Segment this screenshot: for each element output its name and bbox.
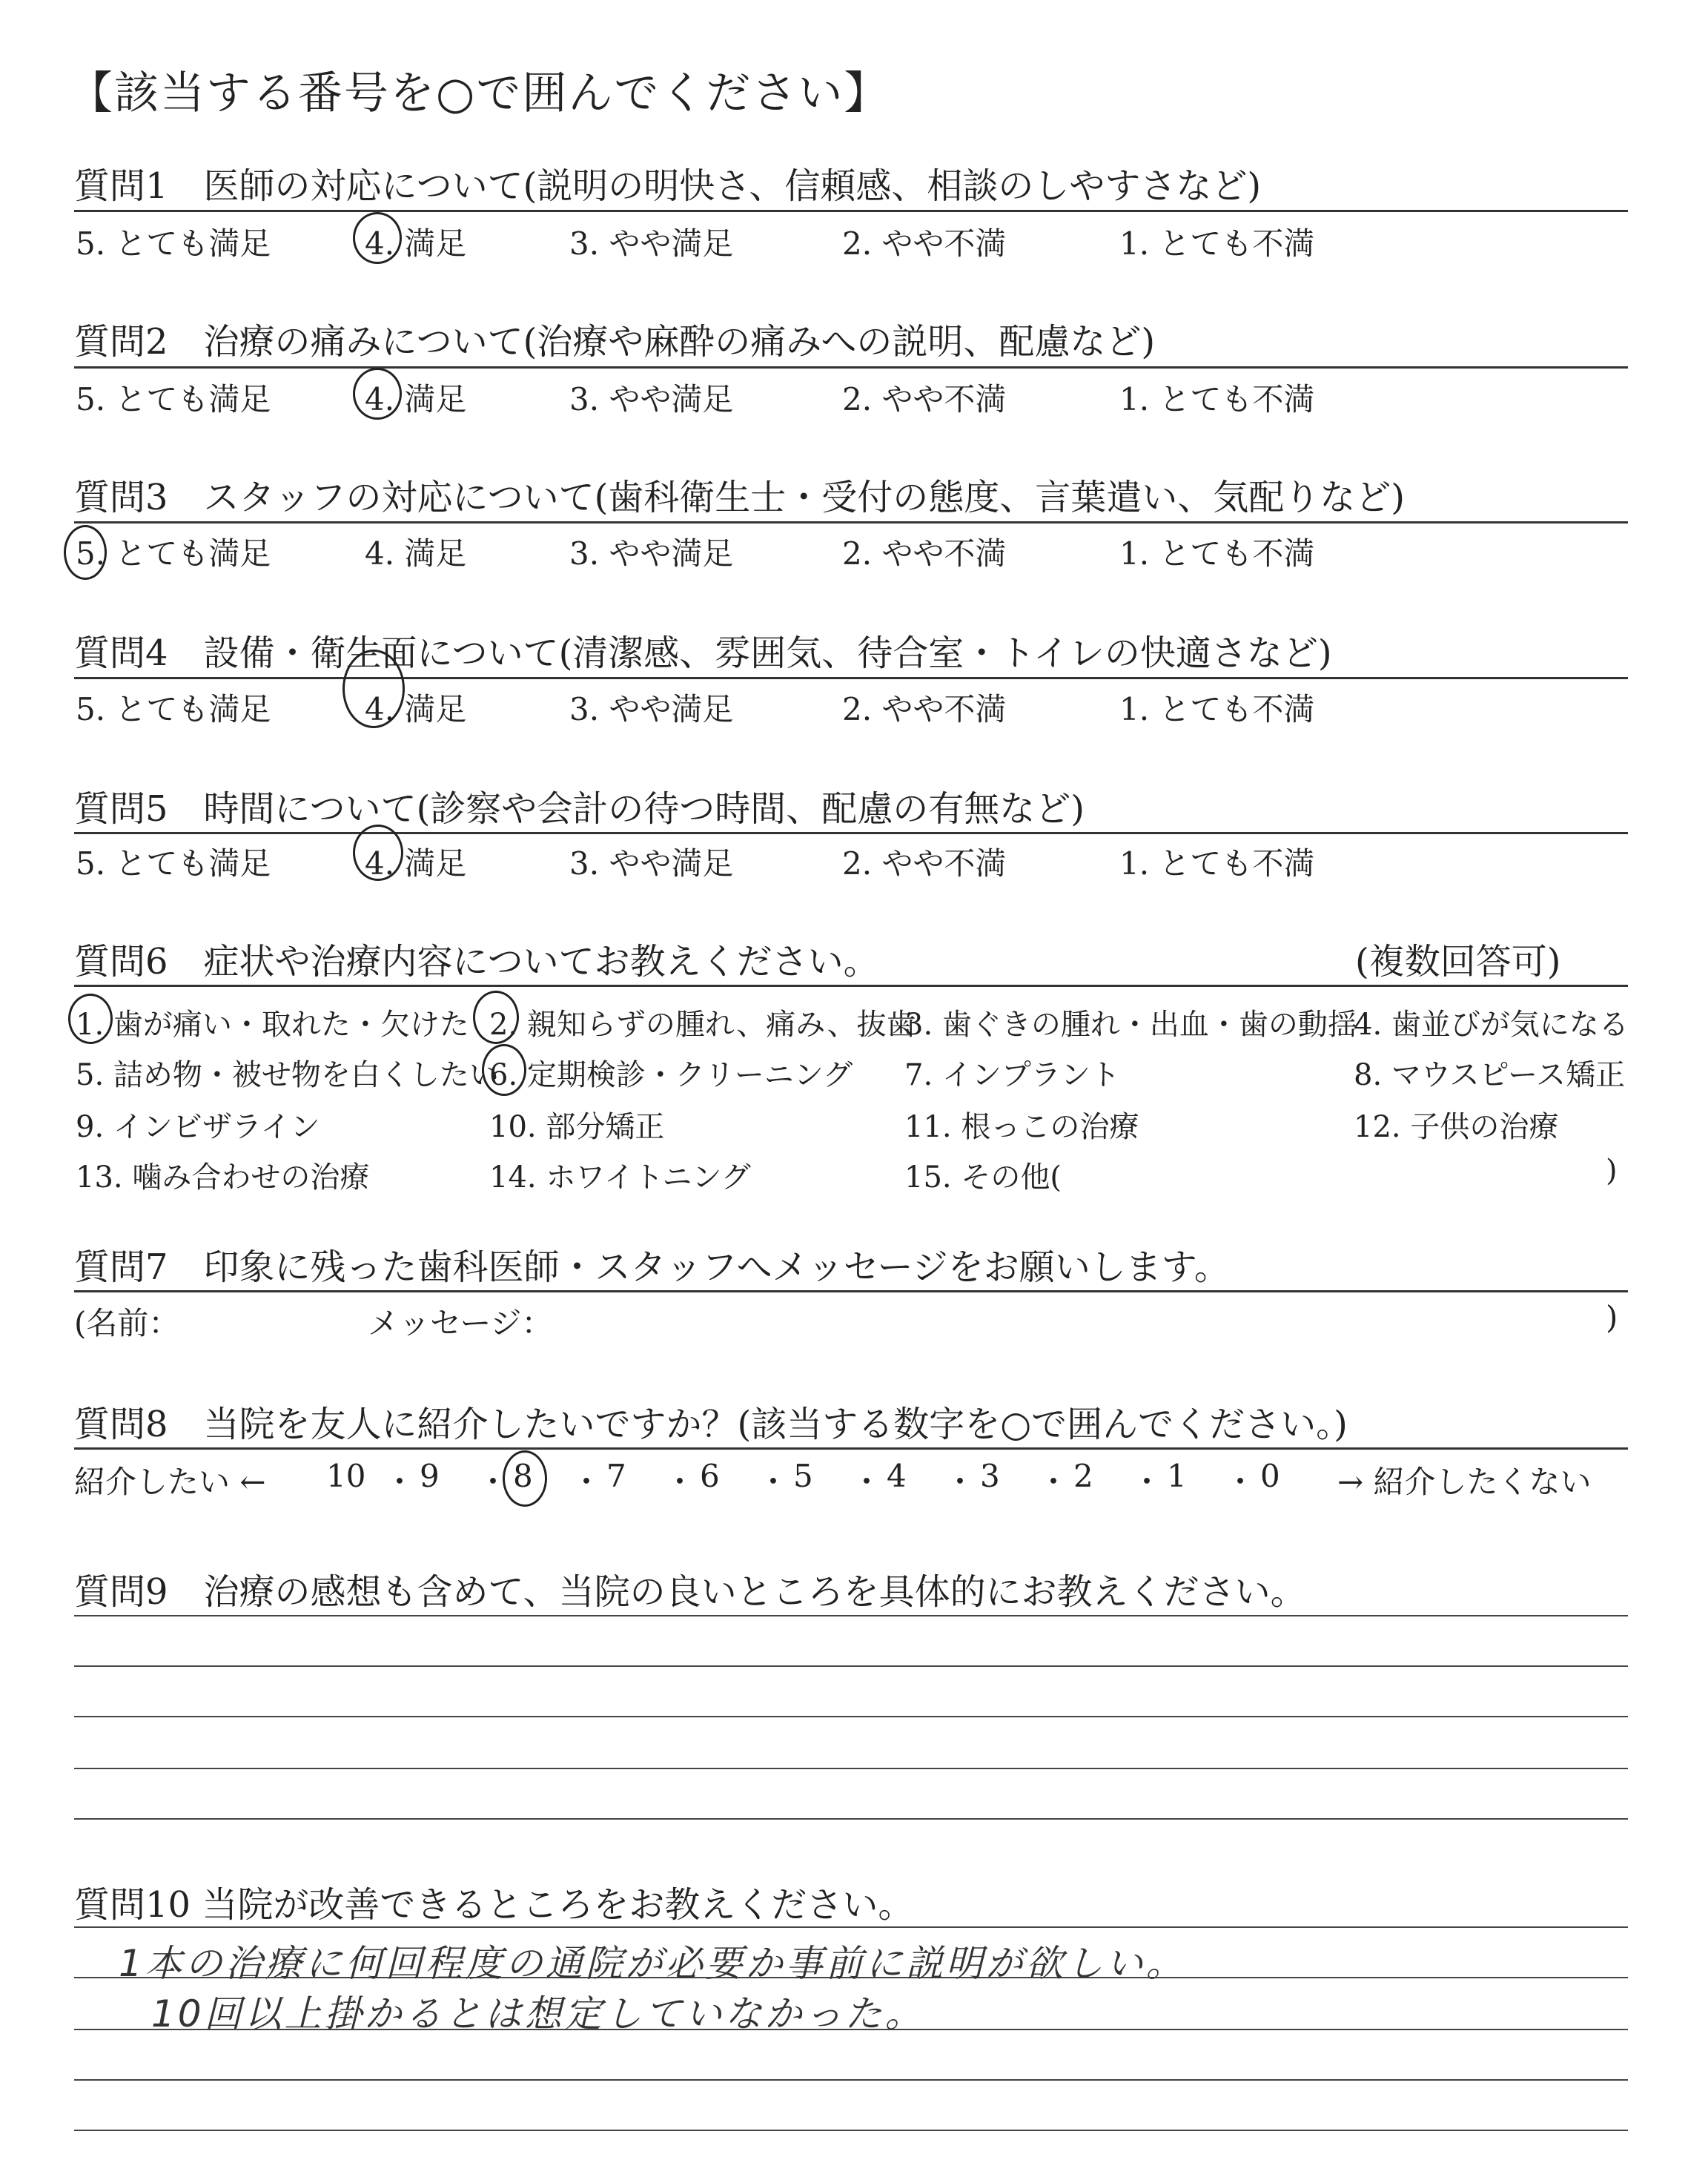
q6-option-14[interactable]: 14. ホワイトニング bbox=[489, 1160, 751, 1195]
question-3: 質問3 スタッフの対応について(歯科衛生士・受付の態度、言葉遣い、気配りなど) bbox=[74, 477, 1406, 518]
page-title: 【該当する番号を○で囲んでください】 bbox=[68, 67, 890, 119]
divider bbox=[74, 832, 1628, 834]
q3-option-2[interactable]: 2. やや不満 bbox=[842, 535, 1007, 572]
divider bbox=[74, 1447, 1628, 1450]
question-8: 質問8 当院を友人に紹介したいですか？(該当する数字を○で囲んでください。) bbox=[74, 1404, 1348, 1445]
q6-option-9[interactable]: 9. インビザライン bbox=[76, 1110, 320, 1144]
question-9: 質問9 治療の感想も含めて、当院の良いところを具体的にお教えください。 bbox=[74, 1571, 1306, 1613]
divider bbox=[74, 366, 1628, 369]
handwritten-answer-line-2: 10回以上掛かるとは想定していなかった。 bbox=[151, 1992, 925, 2035]
q6-option-6[interactable]: 6. 定期検診・クリーニング bbox=[489, 1058, 853, 1092]
q6-option-7[interactable]: 7. インプラント bbox=[904, 1058, 1120, 1092]
answer-line bbox=[74, 1716, 1628, 1717]
q1-option-5[interactable]: 5. とても満足 bbox=[76, 225, 271, 262]
q6-selection-circle-2 bbox=[473, 991, 519, 1044]
q6-note: (複数回答可) bbox=[1355, 941, 1561, 982]
divider bbox=[74, 1290, 1628, 1292]
q8-scale-8[interactable]: 8 bbox=[513, 1458, 533, 1494]
q8-scale-separator: ・ bbox=[477, 1464, 509, 1500]
q3-option-4[interactable]: 4. 満足 bbox=[365, 535, 467, 572]
q5-option-5[interactable]: 5. とても満足 bbox=[76, 845, 271, 882]
q8-scale-separator: ・ bbox=[851, 1464, 883, 1500]
q2-option-5[interactable]: 5. とても満足 bbox=[76, 381, 271, 417]
q4-option-5[interactable]: 5. とても満足 bbox=[76, 691, 271, 727]
q2-option-2[interactable]: 2. やや不満 bbox=[842, 381, 1007, 417]
q8-scale-separator: ・ bbox=[664, 1464, 696, 1500]
answer-line bbox=[74, 1615, 1628, 1616]
q6-option-5[interactable]: 5. 詰め物・被せ物を白くしたい bbox=[76, 1058, 499, 1092]
question-2: 質問2 治療の痛みについて(治療や麻酔の痛みへの説明、配慮など) bbox=[74, 321, 1156, 363]
q8-scale-separator: ・ bbox=[1225, 1464, 1257, 1500]
q8-right-label: → 紹介したくない bbox=[1337, 1464, 1592, 1500]
q1-option-2[interactable]: 2. やや不満 bbox=[842, 225, 1007, 262]
q4-option-4[interactable]: 4. 満足 bbox=[365, 691, 467, 727]
q3-option-3[interactable]: 3. やや満足 bbox=[569, 535, 734, 572]
q6-option-15-close: ) bbox=[1606, 1154, 1618, 1188]
q4-option-2[interactable]: 2. やや不満 bbox=[842, 691, 1007, 727]
q3-option-1[interactable]: 1. とても不満 bbox=[1119, 535, 1315, 572]
answer-line bbox=[74, 1768, 1628, 1769]
question-5: 質問5 時間について(診察や会計の待つ時間、配慮の有無など) bbox=[74, 788, 1085, 830]
q5-option-3[interactable]: 3. やや満足 bbox=[569, 845, 734, 882]
q6-selection-circle-6 bbox=[482, 1044, 526, 1096]
q3-option-5[interactable]: 5. とても満足 bbox=[76, 535, 271, 572]
q8-scale-separator: ・ bbox=[1038, 1464, 1070, 1500]
q4-option-1[interactable]: 1. とても不満 bbox=[1119, 691, 1315, 727]
divider bbox=[74, 210, 1628, 212]
divider bbox=[74, 985, 1628, 987]
q1-option-3[interactable]: 3. やや満足 bbox=[569, 225, 734, 262]
q6-option-11[interactable]: 11. 根っこの治療 bbox=[904, 1110, 1139, 1144]
q6-option-10[interactable]: 10. 部分矯正 bbox=[489, 1110, 665, 1144]
q6-option-13[interactable]: 13. 噛み合わせの治療 bbox=[76, 1160, 370, 1195]
q4-selection-circle bbox=[342, 650, 405, 728]
question-4: 質問4 設備・衛生面について(清潔感、雰囲気、待合室・トイレの快適さなど) bbox=[74, 633, 1332, 674]
answer-line bbox=[74, 2079, 1628, 2081]
q6-option-4[interactable]: 4. 歯並びが気になる bbox=[1354, 1008, 1629, 1042]
q4-option-3[interactable]: 3. やや満足 bbox=[569, 691, 734, 727]
q8-scale-separator: ・ bbox=[758, 1464, 790, 1500]
q8-selection-circle bbox=[503, 1450, 547, 1507]
q6-selection-circle-1 bbox=[68, 994, 113, 1044]
q2-option-1[interactable]: 1. とても不満 bbox=[1119, 381, 1315, 417]
q5-option-1[interactable]: 1. とても不満 bbox=[1119, 845, 1315, 882]
q8-scale-separator: ・ bbox=[1131, 1464, 1163, 1500]
q8-scale-separator: ・ bbox=[384, 1464, 416, 1500]
q8-scale-10[interactable]: 10 bbox=[326, 1458, 366, 1494]
divider bbox=[74, 521, 1628, 524]
q5-option-4[interactable]: 4. 満足 bbox=[365, 845, 467, 882]
q5-selection-circle bbox=[353, 825, 403, 881]
q8-scale-separator: ・ bbox=[944, 1464, 976, 1500]
q8-scale-9[interactable]: 9 bbox=[420, 1458, 440, 1494]
q6-option-1[interactable]: 1. 歯が痛い・取れた・欠けた bbox=[76, 1008, 469, 1042]
answer-line bbox=[74, 2130, 1628, 2131]
q1-selection-circle bbox=[353, 212, 402, 264]
answer-line bbox=[74, 1665, 1628, 1667]
q5-option-2[interactable]: 2. やや不満 bbox=[842, 845, 1007, 882]
q2-option-3[interactable]: 3. やや満足 bbox=[569, 381, 734, 417]
q8-scale-3[interactable]: 3 bbox=[980, 1458, 1000, 1494]
q7-name-label: (名前： bbox=[74, 1305, 180, 1341]
q1-option-1[interactable]: 1. とても不満 bbox=[1119, 225, 1315, 262]
q8-left-label: 紹介したい ← bbox=[74, 1464, 266, 1500]
question-10: 質問10 当院が改善できるところをお教えください。 bbox=[74, 1884, 914, 1926]
q8-scale-1[interactable]: 1 bbox=[1167, 1458, 1187, 1494]
q8-scale-7[interactable]: 7 bbox=[606, 1458, 626, 1494]
q6-option-8[interactable]: 8. マウスピース矯正 bbox=[1354, 1058, 1626, 1092]
q8-scale-separator: ・ bbox=[571, 1464, 603, 1500]
question-1: 質問1 医師の対応について(説明の明快さ、信頼感、相談のしやすさなど) bbox=[74, 165, 1262, 207]
q2-option-4[interactable]: 4. 満足 bbox=[365, 381, 467, 417]
q8-scale-4[interactable]: 4 bbox=[887, 1458, 907, 1494]
question-6: 質問6 症状や治療内容についてお教えください。 bbox=[74, 941, 879, 982]
answer-line bbox=[74, 1926, 1628, 1928]
q6-option-12[interactable]: 12. 子供の治療 bbox=[1354, 1110, 1559, 1144]
q8-scale-6[interactable]: 6 bbox=[700, 1458, 720, 1494]
q1-option-4[interactable]: 4. 満足 bbox=[365, 225, 467, 262]
q7-close-paren: ) bbox=[1606, 1299, 1618, 1335]
q2-selection-circle bbox=[353, 368, 402, 420]
q8-scale-5[interactable]: 5 bbox=[793, 1458, 813, 1494]
q8-scale-0[interactable]: 0 bbox=[1260, 1458, 1280, 1494]
q6-option-3[interactable]: 3. 歯ぐきの腫れ・出血・歯の動揺 bbox=[904, 1008, 1357, 1042]
q7-message-label: メッセージ： bbox=[368, 1305, 553, 1341]
divider bbox=[74, 677, 1628, 679]
question-7: 質問7 印象に残った歯科医師・スタッフへメッセージをお願いします。 bbox=[74, 1246, 1230, 1288]
q8-scale-2[interactable]: 2 bbox=[1073, 1458, 1093, 1494]
handwritten-answer-line-1: 1本の治療に何回程度の通院が必要か事前に説明が欲しい。 bbox=[119, 1942, 1186, 1985]
q6-option-2[interactable]: 2. 親知らずの腫れ、痛み、抜歯 bbox=[489, 1008, 916, 1042]
q6-option-15[interactable]: 15. その他( bbox=[904, 1160, 1062, 1195]
answer-line bbox=[74, 1818, 1628, 1820]
q3-selection-circle bbox=[64, 525, 107, 580]
